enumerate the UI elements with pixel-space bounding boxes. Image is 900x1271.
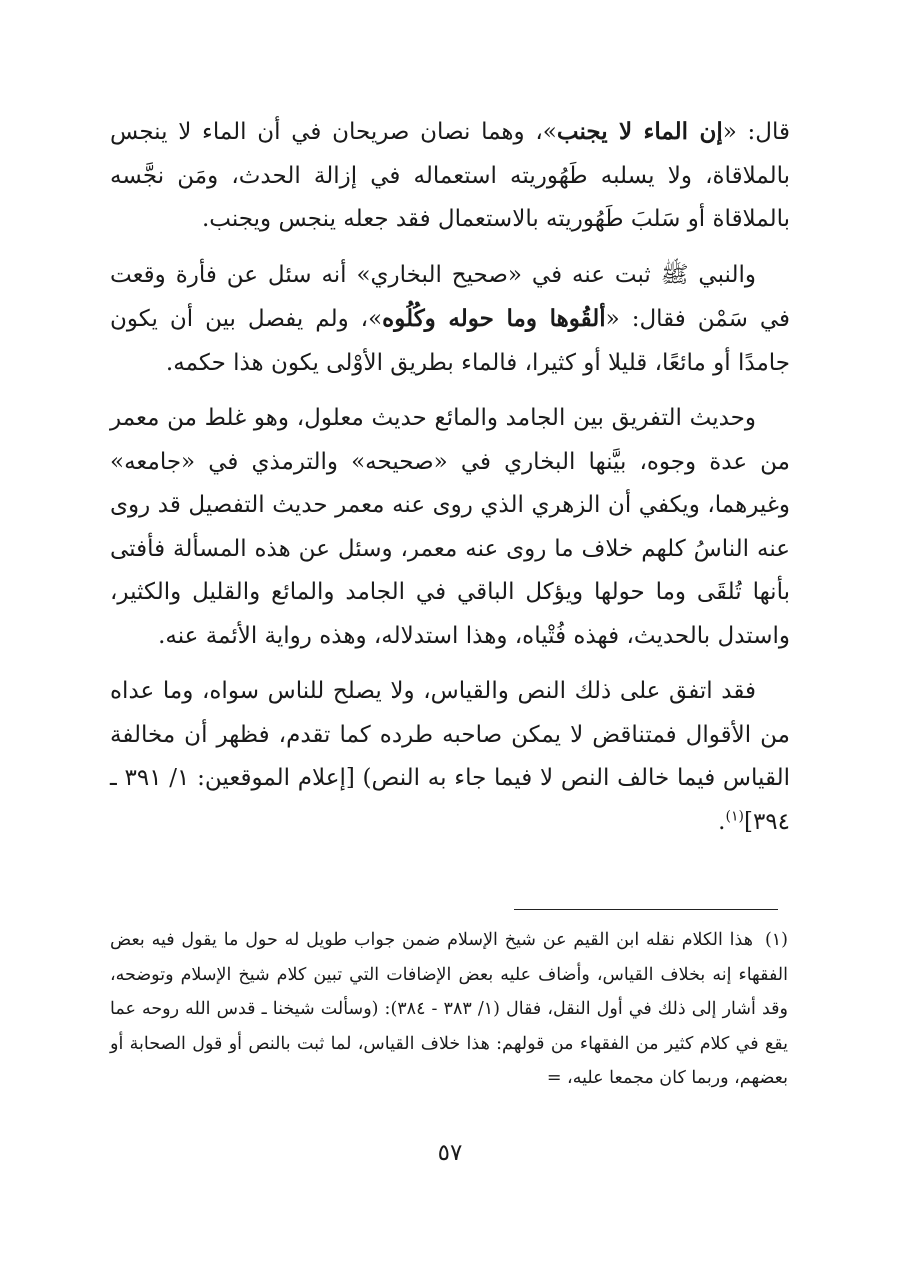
- paragraph-3: وحديث التفريق بين الجامد والمائع حديث معلول، وهو غلط من معمر من عدة وجوه، بيَّنها البخاري في «صحيحه» والترمذي في «جامعه» وغيرهما، ويكفي أن الزهري الذي روى عنه معمر حديث التفصيل قد روى عنه الناسُ كلهم خلاف ما روى عنه معمر، وسئل عن هذه المسألة فأفتى بأنها تُلقَى وما حولها ويؤكل الباقي في الجامد والمائع والقليل والكثير، واستدل بالحديث، فهذه فُتْياه، وهذا استدلاله، وهذه رواية الأئمة عنه.: [110, 405, 790, 649]
- paragraph-4: [110, 670, 790, 844]
- hadith-quote-1: إن الماء لا يجنب: [556, 118, 723, 145]
- paragraph-1-lead: قال: «: [722, 119, 790, 145]
- hadith-quote-2: ألقُوها وما حوله وكُلُوه: [382, 305, 606, 332]
- footnote-text: هذا الكلام نقله ابن القيم عن شيخ الإسلام ضمن جواب طويل له حول ما يقول فيه بعض الفقهاء إنه بخلاف القياس، وأضاف عليه بعض الإضافات التي تبين كلام شيخ الإسلام وتوضحه، وقد أشار إلى ذلك في أول النقل، فقال (١/ ٣٨٣ - ٣٨٤): (وسألت شيخنا ـ قدس الله روحه عما يقع في كلام كثير من الفقهاء من قولهم: هذا خلاف القياس، لما ثبت بالنص أو قول الصحابة أو بعضهم، وربما كان مجمعا عليه، =: [110, 930, 788, 1088]
- footnote-reference[interactable]: (١): [725, 807, 744, 824]
- paragraph-1-rest: »، وهما نصان صريحان في أن الماء لا ينجس بالملاقاة، ولا يسلبه طَهُوريته استعماله في إزالة الحدث، ومَن نجَّسه بالملاقاة أو سَلبَ طَهُوريته بالاستعمال فقد جعله ينجس ويجنب.: [110, 119, 790, 232]
- paragraph-2-lead: والنبي ﷺ ثبت عنه في «صحيح البخاري» أنه سئل عن فأرة وقعت في سَمْن فقال: «: [110, 261, 790, 332]
- footnote-paragraph: [110, 923, 788, 1096]
- page-number: ٥٧: [437, 1140, 463, 1166]
- main-text: [110, 110, 790, 856]
- paragraph-1: [110, 110, 790, 242]
- paragraph-2: [110, 254, 790, 386]
- paragraph-4-end: .: [718, 808, 726, 835]
- footnote: [110, 923, 788, 1096]
- paragraph-4-text: فقد اتفق على ذلك النص والقياس، ولا يصلح للناس سواه، وما عداه من الأقوال فمتناقض لا يمكن صاحبه طرده كما تقدم، فظهر أن مخالفة القياس فيما خالف النص لا فيما جاء به النص) [إعلام الموقعين: ١/ ٣٩١ ـ ٣٩٤]: [110, 678, 790, 835]
- footnote-number: (١): [764, 930, 788, 950]
- paragraph-2-rest: »، ولم يفصل بين أن يكون جامدًا أو مائعًا، قليلا أو كثيرا، فالماء بطريق الأوْلى يكون هذا حكمه.: [110, 306, 790, 376]
- footnote-separator: [514, 909, 778, 910]
